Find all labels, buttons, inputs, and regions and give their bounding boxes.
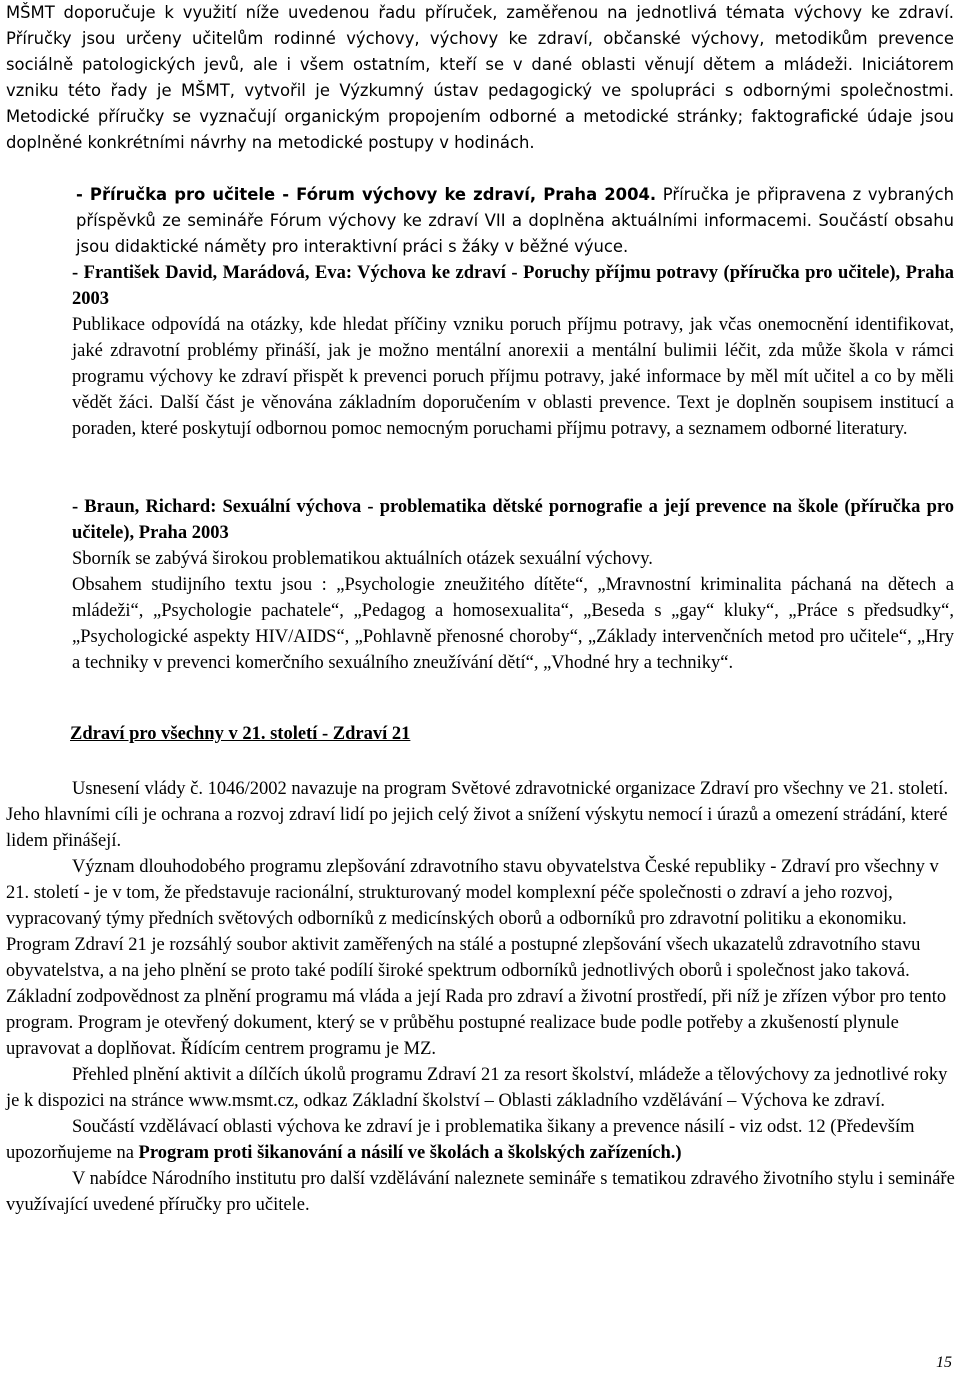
book-contents: Obsahem studijního textu jsou : „Psychologie zneužitého dítěte“, „Mravnostní kriminalita páchaná na dětech a mládeži“, „Psychologie pachatele“, „Pedagog a homosexualita“, „Beseda s „gay“ kluky“, „Práce s předsudky“, „Psychologické aspekty HIV/AIDS“, „Pohlavně přenosné choroby“, „Základy intervenčních metod pro učitele“, „Hry a techniky v prevenci komerčního sexuálního zneužívání dětí“, „Vhodné hry a techniky“.: [72, 575, 954, 673]
zdravi21-section: [6, 776, 956, 1218]
book-entry-text: [6, 182, 954, 260]
book-title: - František David, Marádová, Eva: Výchova ke zdraví - Poruchy příjmu potravy (příručka pro učitele), Praha 2003: [72, 263, 954, 309]
paragraph: Přehled plnění aktivit a dílčích úkolů programu Zdraví 21 za resort školství, mládeže a tělovýchovy za jednotlivé roky je k dispozici na stránce www.msmt.cz, odkaz Základní školství – Oblasti základního vzdělávání – Výchova ke zdraví.: [6, 1065, 948, 1111]
section-heading: Zdraví pro všechny v 21. století - Zdraví 21: [70, 724, 411, 744]
book-title: - Příručka pro učitele - Fórum výchovy ke zdraví, Praha 2004.: [76, 185, 657, 204]
book-entry-sex-education: [6, 494, 954, 676]
intro-paragraph: MŠMT doporučuje k využití níže uvedenou řadu příruček, zaměřenou na jednotlivá témata výchovy ke zdraví. Příručky jsou určeny učitelům rodinné výchovy, výchovy ke zdraví, občanské výchovy, metodikům prevence sociálně patologických jevů, ale i všem ostatním, kteří se v dané oblasti věnují dětem a mládeži. Iniciátorem vzniku této řady je MŠMT, vytvořil je Výzkumný ústav pedagogický ve spolupráci s odbornými společnostmi. Metodické příručky se vyznačují organickým propojením odborné a metodické stránky; faktografické údaje jsou doplněné konkrétními návrhy na metodické postupy v hodinách.: [6, 3, 954, 152]
book-description: Příručka je připravena z vybraných příspěvků ze semináře Fórum výchovy ke zdraví VII a doplněna aktuálními informacemi. Součástí obsahu jsou didaktické náměty pro interaktivní práci s žáky v běžné výuce.: [76, 185, 954, 256]
book-description: Sborník se zabývá širokou problematikou aktuálních otázek sexuální výchovy.: [72, 549, 653, 569]
book-entry-eating-disorders: [6, 260, 954, 442]
book-description: Publikace odpovídá na otázky, kde hledat příčiny vzniku poruch příjmu potravy, jak včas onemocnění identifikovat, jaké zdravotní problémy přináší, jak je možno mentální anorexii a mentální bulimii léčit, zda může škola v rámci programu výchovy ke zdraví přispět k prevenci poruch příjmu potravy, jaké informace by měl mít učitel a co by měli vědět žáci. Další část je věnována základním doporučením v oblasti prevence. Text je doplněn soupisem institucí a poraden, které poskytují odbornou pomoc nemocným poruchami příjmu potravy, a seznamem odborné literatury.: [72, 315, 954, 439]
paragraph: Význam dlouhodobého programu zlepšování zdravotního stavu obyvatelstva České republiky - Zdraví pro všechny v 21. století - je v tom, že představuje racionální, strukturovaný model komplexní péče společnosti o zdraví a jeho rozvoj, vypracovaný týmy předních světových odborníků z medicínských oborů a odborníků pro zdravotní politiku a ekonomiku. Program Zdraví 21 je rozsáhlý soubor aktivit zaměřených na stálé a postupné zlepšování všech ukazatelů zdravotního stavu obyvatelstva, a na jeho plnění se proto také podílí široké spektrum odborníků jednotlivých oborů i společnost jako taková. Základní zodpovědnost za plnění programu má vláda a její Rada pro zdraví a životní prostředí, při níž je zřízen výbor pro tento program. Program je otevřený dokument, který se v průběhu postupné realizace bude podle potřeby a zkušeností plynule upravovat a doplňovat. Řídícím centrem programu je MZ.: [6, 857, 947, 1059]
book-entry-forum: [6, 182, 954, 260]
paragraph: Usnesení vlády č. 1046/2002 navazuje na program Světové zdravotnické organizace Zdraví pro všechny ve 21. století. Jeho hlavními cíli je ochrana a rozvoj zdraví lidí po jejich celý život a snížení výskytu nemocí i úrazů a omezení strádání, které lidem přinášejí.: [6, 779, 949, 851]
page-number: 15: [936, 1354, 952, 1371]
paragraph: [6, 1114, 956, 1166]
paragraph-text: Součástí vzdělávací oblasti výchova ke zdraví je i problematika šikany a prevence násilí - viz odst. 12 (Především upozorňujeme na: [6, 1117, 915, 1163]
book-title: - Braun, Richard: Sexuální výchova - problematika dětské pornografie a její prevence na škole (příručka pro učitele), Praha 2003: [72, 497, 954, 543]
intro-section: [6, 0, 954, 156]
program-name: Program proti šikanování a násilí ve školách a školských zařízeních.): [138, 1143, 682, 1163]
paragraph: V nabídce Národního institutu pro další vzdělávání naleznete semináře s tematikou zdravého životního stylu i semináře využívající uvedené příručky pro učitele.: [6, 1169, 955, 1215]
